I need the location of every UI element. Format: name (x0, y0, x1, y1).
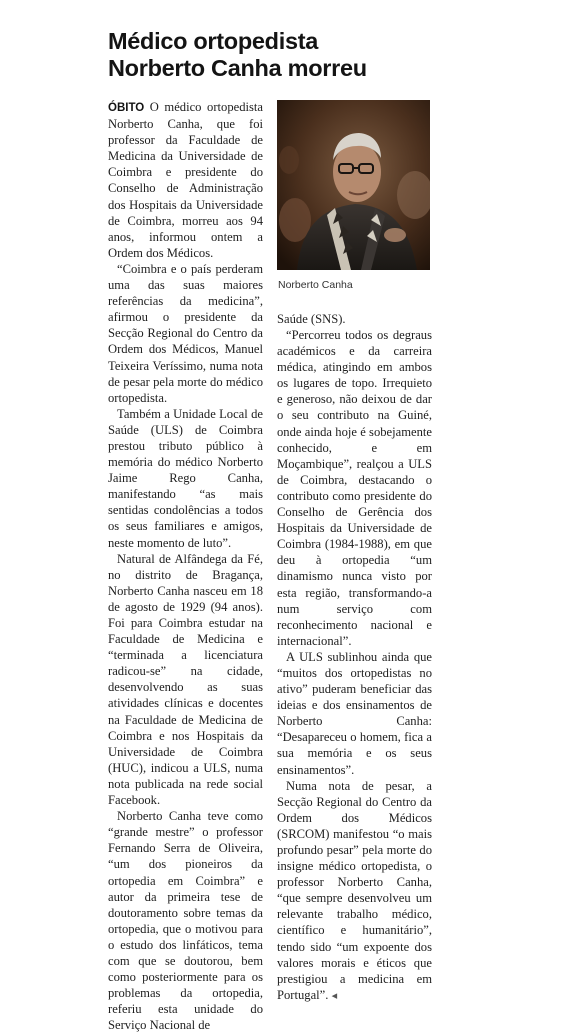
article-paragraph: “Percorreu todos os degraus académicos e da carreira médica, atingindo em ambos os lugares de topo. Irrequieto e generoso, não deixou de dar o seu contributo na Guiné, onde ainda hoje é sobejamente conhecido, e em Moçambique”, realçou a ULS de Coimbra, destacando o contributo como presidente do Conselho de Gerência dos Hospitais da Universidade de Coimbra (1984-1988), em que deu à ortopedia “um dinamismo nunca visto por esta região, transformando-a num serviço com reconhecimento nacional e internacional”. (277, 328, 432, 648)
article-paragraph: A ULS sublinhou ainda que “muitos dos ortopedistas no ativo” puderam beneficiar das ideias e dos ensinamentos de Norberto Canha: “Desapareceu o homem, fica a sua memória e os seus ensinamentos”. (277, 649, 432, 777)
article-paragraph: Norberto Canha teve como “grande mestre” o professor Fernando Serra de Oliveira, “um dos pioneiros da ortopedia em Coimbra” e autor da primeira tese de doutoramento sobre temas da ortopedia, que o motivou para o estudo dos linfáticos, tema com que se doutorou, bem como posteriormente para os problemas da ortopedia, referiu esta unidade do Serviço Nacional de (108, 809, 263, 1033)
article-column-right-continuation (277, 311, 432, 327)
article-paragraph: Também a Unidade Local de Saúde (ULS) de Coimbra prestou tributo público à memória do médico Norberto Jaime Rego Canha, manifestando “as mais sentidas condolências a todos os seus familiares e amigos, neste momento de luto”. (108, 406, 263, 550)
portrait-photo (277, 100, 430, 270)
article-column-left (108, 99, 263, 1033)
headline-line-1: Médico ortopedista (108, 28, 319, 54)
article-paragraph: ÓBITO O médico ortopedista Norberto Canha, que foi professor da Faculdade de Medicina da Universidade de Coimbra e presidente do Conselho de Administração dos Hospitais da Universidade de Coimbra, morreu aos 94 anos, informou ontem a Ordem dos Médicos. (108, 100, 263, 260)
article-paragraph: Saúde (SNS). (277, 312, 346, 326)
article-paragraph: “Coimbra e o país perderam uma das suas maiores referências da medicina”, afirmou o presidente da Secção Regional do Centro da Ordem dos Médicos, Manuel Teixeira Veríssimo, numa nota de pesar pela morte do médico ortopedista. (108, 261, 263, 405)
article-column-right (277, 327, 432, 1004)
photo-caption: Norberto Canha (278, 279, 353, 291)
article-paragraph: Natural de Alfândega da Fé, no distrito de Bragança, Norberto Canha nasceu em 18 de agosto de 1929 (94 anos). Foi para Coimbra estudar na Faculdade de Medicina e “terminada a licenciatura radicou-se” na cidade, desenvolvendo as suas atividades clínicas e docentes na Faculdade de Medicina de Coimbra e nos Hospitais da Universidade de Coimbra (HUC), indicou a ULS, numa nota publicada na rede social Facebook. (108, 551, 263, 808)
article-headline (108, 28, 438, 82)
article-paragraph: Numa nota de pesar, a Secção Regional do Centro da Ordem dos Médicos (SRCOM) manifestou “o mais profundo pesar” pela morte do insigne médico ortopedista, o professor Norberto Canha, “que sempre desenvolveu um relevante trabalho médico, científico e humanitário”, tendo sido “um expoente dos valores morais e éticos que prestigiou a medicina em Portugal”. ◂ (277, 778, 432, 1002)
kicker-label: ÓBITO (108, 102, 145, 114)
headline-line-2: Norberto Canha morreu (108, 55, 367, 81)
end-of-article-icon: ◂ (331, 989, 338, 1002)
